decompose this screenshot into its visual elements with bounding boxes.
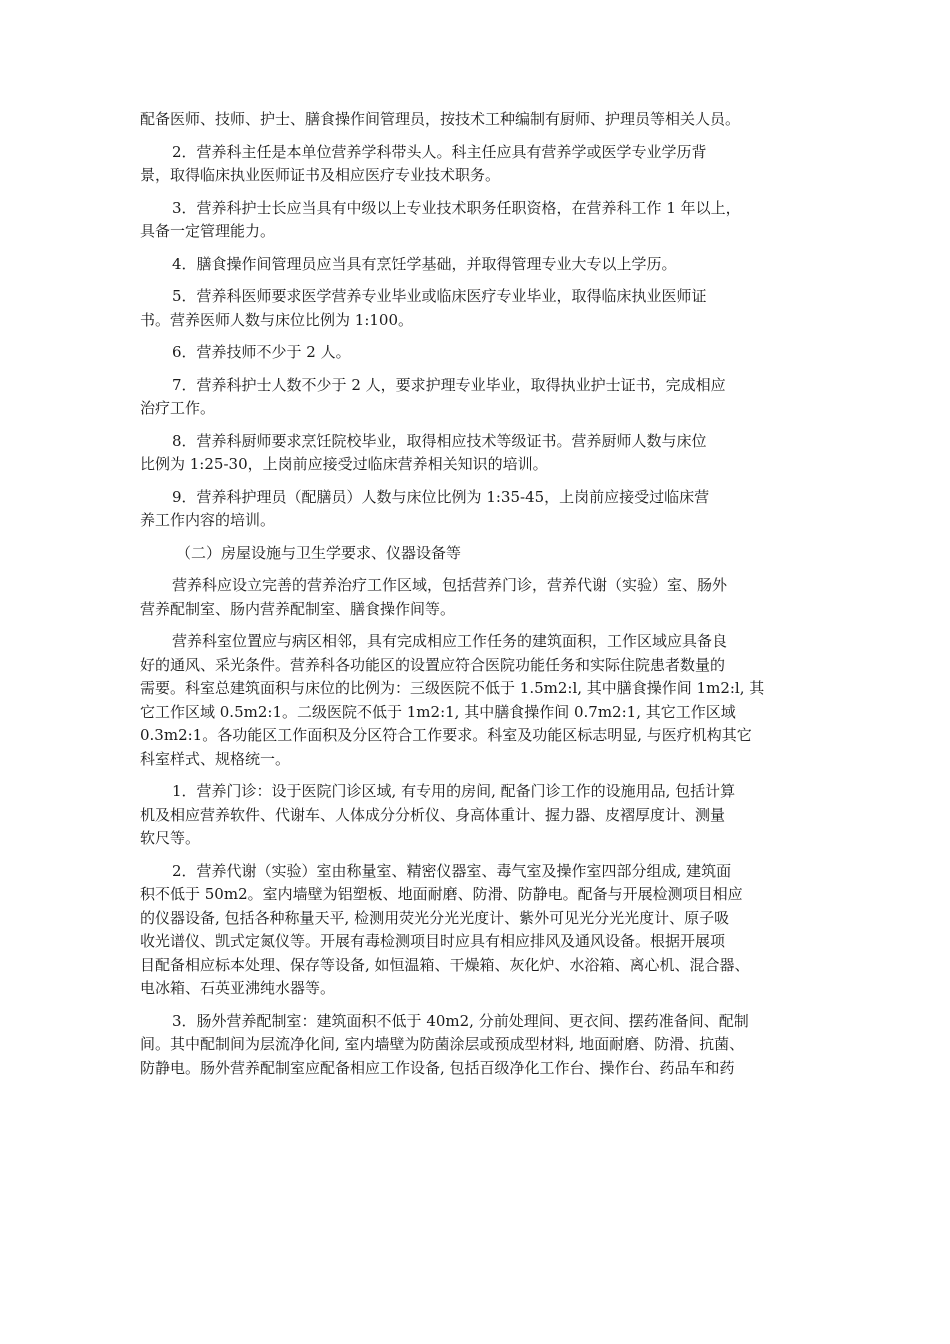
text-line: 养工作内容的培训。 (140, 511, 276, 529)
text-line: 0.3m2:1。各功能区工作面积及分区符合工作要求。科室及功能区标志明显, 与医疗机构其它 (140, 726, 752, 744)
text-line: 营养科应设立完善的营养治疗工作区域，包括营养门诊，营养代谢（实验）室、肠外 (172, 576, 728, 594)
text-line: 景，取得临床执业医师证书及相应医疗专业技术职务。 (140, 166, 501, 184)
text-line: 它工作区域 0.5m2:1。二级医院不低于 1m2:1, 其中膳食操作间 0.7m2:1, 其它工作区域 (140, 702, 736, 721)
text-line: 需要。科室总建筑面积与床位的比例为：三级医院不低于 1.5m2:l, 其中膳食操作间 1m2:l, 其 (140, 679, 765, 697)
text-line: 软尺等。 (140, 829, 201, 847)
text-line: 好的通风、采光条件。营养科各功能区的设置应符合医院功能任务和实际住院患者数量的 (140, 655, 726, 674)
text-line: 2．营养科主任是本单位营养学科带头人。科主任应具有营养学或医学专业学历背 (172, 142, 707, 161)
text-line: 6．营养技师不少于 2 人。 (172, 343, 351, 361)
paragraph (140, 630, 830, 771)
text-line: 7．营养科护士人数不少于 2 人，要求护理专业毕业，取得执业护士证书，完成相应 (172, 375, 726, 394)
paragraph (140, 486, 830, 533)
text-line: 收光谱仪、凯式定氮仪等。开展有毒检测项目时应具有相应排风及通风设备。根据开展项 (140, 932, 726, 950)
text-line: 比例为 1:25-30，上岗前应接受过临床营养相关知识的培训。 (140, 455, 548, 473)
text-line: 具备一定管理能力。 (140, 222, 276, 240)
text-line: 1．营养门诊：设于医院门诊区域, 有专用的房间, 配备门诊工作的设施用品, 包括计算 (172, 782, 736, 800)
section-heading (140, 542, 830, 566)
text-line: 4．膳食操作间管理员应当具有烹饪学基础，并取得管理专业大专以上学历。 (172, 254, 677, 273)
text-line: 积不低于 50m2。室内墙壁为铝塑板、地面耐磨、防滑、防静电。配备与开展检测项目相应 (140, 885, 743, 903)
paragraph (140, 141, 830, 188)
text-line: 的仪器设备, 包括各种称量天平, 检测用荧光分光光度计、紫外可见光分光光度计、原子吸 (140, 908, 730, 927)
paragraph (140, 374, 830, 421)
paragraph (140, 108, 830, 132)
text-line: 3．营养科护士长应当具有中级以上专业技术职务任职资格，在营养科工作 1 年以上， (172, 198, 741, 217)
text-line: 营养科室位置应与病区相邻，具有完成相应工作任务的建筑面积，工作区域应具备良 (172, 632, 728, 650)
text-line: 电冰箱、石英亚沸纯水器等。 (140, 979, 336, 997)
paragraph (140, 860, 830, 1001)
text-line: 机及相应营养软件、代谢车、人体成分分析仪、身高体重计、握力器、皮褶厚度计、测量 (140, 805, 726, 824)
text-line: 防静电。肠外营养配制室应配备相应工作设备, 包括百级净化工作台、操作台、药品车和药 (140, 1058, 735, 1077)
text-line: 2．营养代谢（实验）室由称量室、精密仪器室、毒气室及操作室四部分组成, 建筑面 (172, 861, 732, 880)
text-line: 科室样式、规格统一。 (140, 749, 291, 768)
paragraph (140, 574, 830, 621)
paragraph (140, 1010, 830, 1081)
document-body (140, 108, 830, 1089)
paragraph (140, 341, 830, 365)
paragraph (140, 197, 830, 244)
text-line: 治疗工作。 (140, 399, 216, 417)
text-line: （二）房屋设施与卫生学要求、仪器设备等 (176, 543, 462, 562)
text-line: 9．营养科护理员（配膳员）人数与床位比例为 1:35-45，上岗前应接受过临床营 (172, 487, 710, 506)
text-line: 书。营养医师人数与床位比例为 1:100。 (140, 310, 413, 329)
paragraph (140, 430, 830, 477)
text-line: 8．营养科厨师要求烹饪院校毕业，取得相应技术等级证书。营养厨师人数与床位 (172, 431, 707, 450)
text-line: 配备医师、技师、护士、膳食操作间管理员，按技术工种编制有厨师、护理员等相关人员。 (140, 110, 741, 128)
paragraph (140, 780, 830, 851)
paragraph (140, 253, 830, 277)
text-line: 间。其中配制间为层流净化间, 室内墙壁为防菌涂层或预成型材料, 地面耐磨、防滑、抗菌、 (140, 1035, 745, 1053)
text-line: 目配备相应标本处理、保存等设备, 如恒温箱、干燥箱、灰化炉、水浴箱、离心机、混合器、 (140, 955, 750, 974)
text-line: 营养配制室、肠内营养配制室、膳食操作间等。 (140, 599, 456, 618)
text-line: 5．营养科医师要求医学营养专业毕业或临床医疗专业毕业，取得临床执业医师证 (172, 287, 707, 305)
paragraph (140, 285, 830, 332)
text-line: 3．肠外营养配制室：建筑面积不低于 40m2, 分前处理间、更衣间、摆药准备间、配制 (172, 1011, 749, 1030)
